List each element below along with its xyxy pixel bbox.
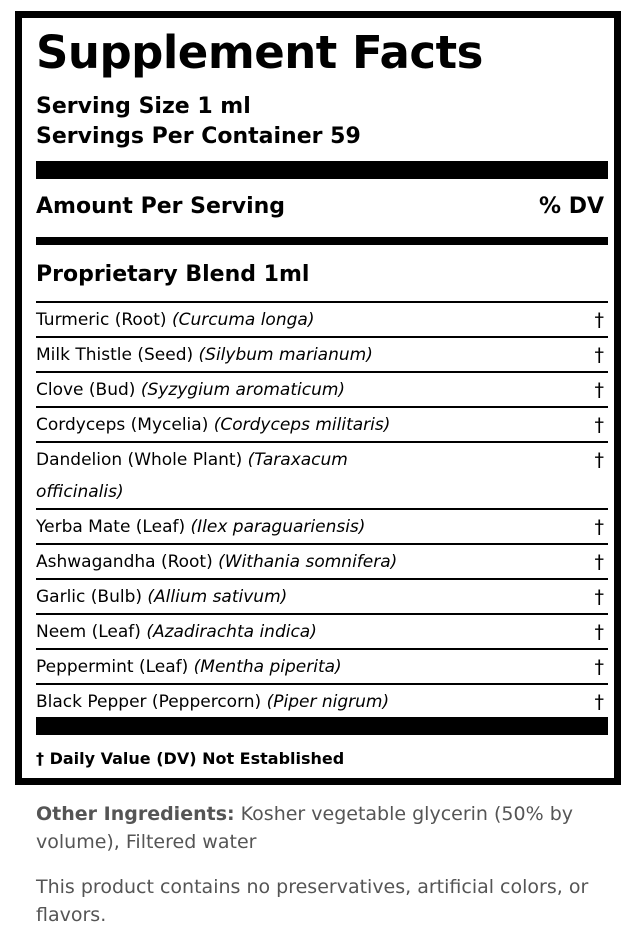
divider-bar [36, 161, 608, 179]
ingredient-row [36, 580, 608, 615]
other-ingredients [36, 800, 616, 856]
ingredient-row [36, 443, 608, 510]
ingredient-row [36, 510, 608, 545]
ingredient-latin-name: (Ilex paraguariensis) [190, 517, 366, 537]
divider-bar [36, 717, 608, 735]
disclaimer-text: This product contains no preservatives, artificial colors, or flavors. [36, 876, 589, 926]
amount-per-serving-label: Amount Per Serving [36, 194, 286, 219]
ingredient-row [36, 338, 608, 373]
blend-title: Proprietary Blend 1ml [36, 262, 310, 287]
ingredient-name [36, 373, 608, 406]
ingredient-name [36, 650, 608, 683]
dv-dagger: † [594, 621, 604, 643]
dv-dagger: † [594, 656, 604, 678]
dv-header-label: % DV [539, 194, 604, 219]
ingredient-name [36, 685, 608, 718]
ingredient-row [36, 545, 608, 580]
dv-footnote: † Daily Value (DV) Not Established [36, 749, 345, 768]
ingredient-name [36, 408, 608, 441]
dv-dagger: † [594, 449, 604, 471]
ingredient-row [36, 303, 608, 338]
serving-size: Serving Size 1 ml [36, 94, 251, 119]
ingredient-latin-name: (Taraxacum officinalis) [36, 450, 348, 502]
ingredient-latin-name: (Cordyceps militaris) [213, 415, 391, 435]
ingredient-row [36, 615, 608, 650]
ingredient-common-name: Cordyceps (Mycelia) [36, 415, 209, 435]
ingredient-common-name: Turmeric (Root) [36, 310, 167, 330]
ingredient-common-name: Dandelion (Whole Plant) [36, 450, 243, 470]
ingredient-latin-name: (Allium sativum) [147, 587, 288, 607]
ingredient-common-name: Neem (Leaf) [36, 622, 141, 642]
ingredient-latin-name: (Syzygium aromaticum) [140, 380, 346, 400]
other-ingredients-text: Kosher vegetable glycerin (50% by volume), Filtered water [36, 803, 573, 853]
divider-bar [36, 237, 608, 245]
ingredient-common-name: Yerba Mate (Leaf) [36, 517, 186, 537]
other-ingredients-label: Other Ingredients: [36, 803, 235, 825]
panel-inner [36, 18, 608, 778]
ingredient-common-name: Milk Thistle (Seed) [36, 345, 194, 365]
ingredient-common-name: Garlic (Bulb) [36, 587, 142, 607]
panel-title: Supplement Facts [36, 26, 483, 79]
ingredient-latin-name: (Withania somnifera) [218, 552, 398, 572]
ingredient-row [36, 373, 608, 408]
dv-dagger: † [594, 586, 604, 608]
ingredient-latin-name: (Mentha piperita) [193, 657, 342, 677]
ingredient-latin-name: (Azadirachta indica) [146, 622, 317, 642]
ingredient-name [36, 338, 608, 371]
ingredient-row [36, 650, 608, 685]
ingredient-common-name: Clove (Bud) [36, 380, 136, 400]
dv-dagger: † [594, 551, 604, 573]
dv-dagger: † [594, 344, 604, 366]
dv-dagger: † [594, 379, 604, 401]
dv-dagger: † [594, 414, 604, 436]
supplement-facts-panel [15, 11, 621, 785]
ingredient-name [36, 510, 608, 543]
ingredient-name [36, 303, 608, 336]
ingredient-common-name: Ashwagandha (Root) [36, 552, 213, 572]
dv-dagger: † [594, 309, 604, 331]
ingredient-latin-name: (Silybum marianum) [198, 345, 373, 365]
dv-dagger: † [594, 691, 604, 713]
ingredient-common-name: Peppermint (Leaf) [36, 657, 189, 677]
ingredient-row [36, 408, 608, 443]
ingredient-list [36, 303, 608, 718]
dv-dagger: † [594, 516, 604, 538]
ingredient-name [36, 443, 376, 508]
ingredient-latin-name: (Curcuma longa) [171, 310, 315, 330]
ingredient-latin-name: (Piper nigrum) [266, 692, 390, 712]
ingredient-name [36, 615, 608, 648]
ingredient-common-name: Black Pepper (Peppercorn) [36, 692, 262, 712]
ingredient-row [36, 685, 608, 718]
ingredient-name [36, 580, 608, 613]
ingredient-name [36, 545, 608, 578]
servings-per-container: Servings Per Container 59 [36, 124, 361, 149]
